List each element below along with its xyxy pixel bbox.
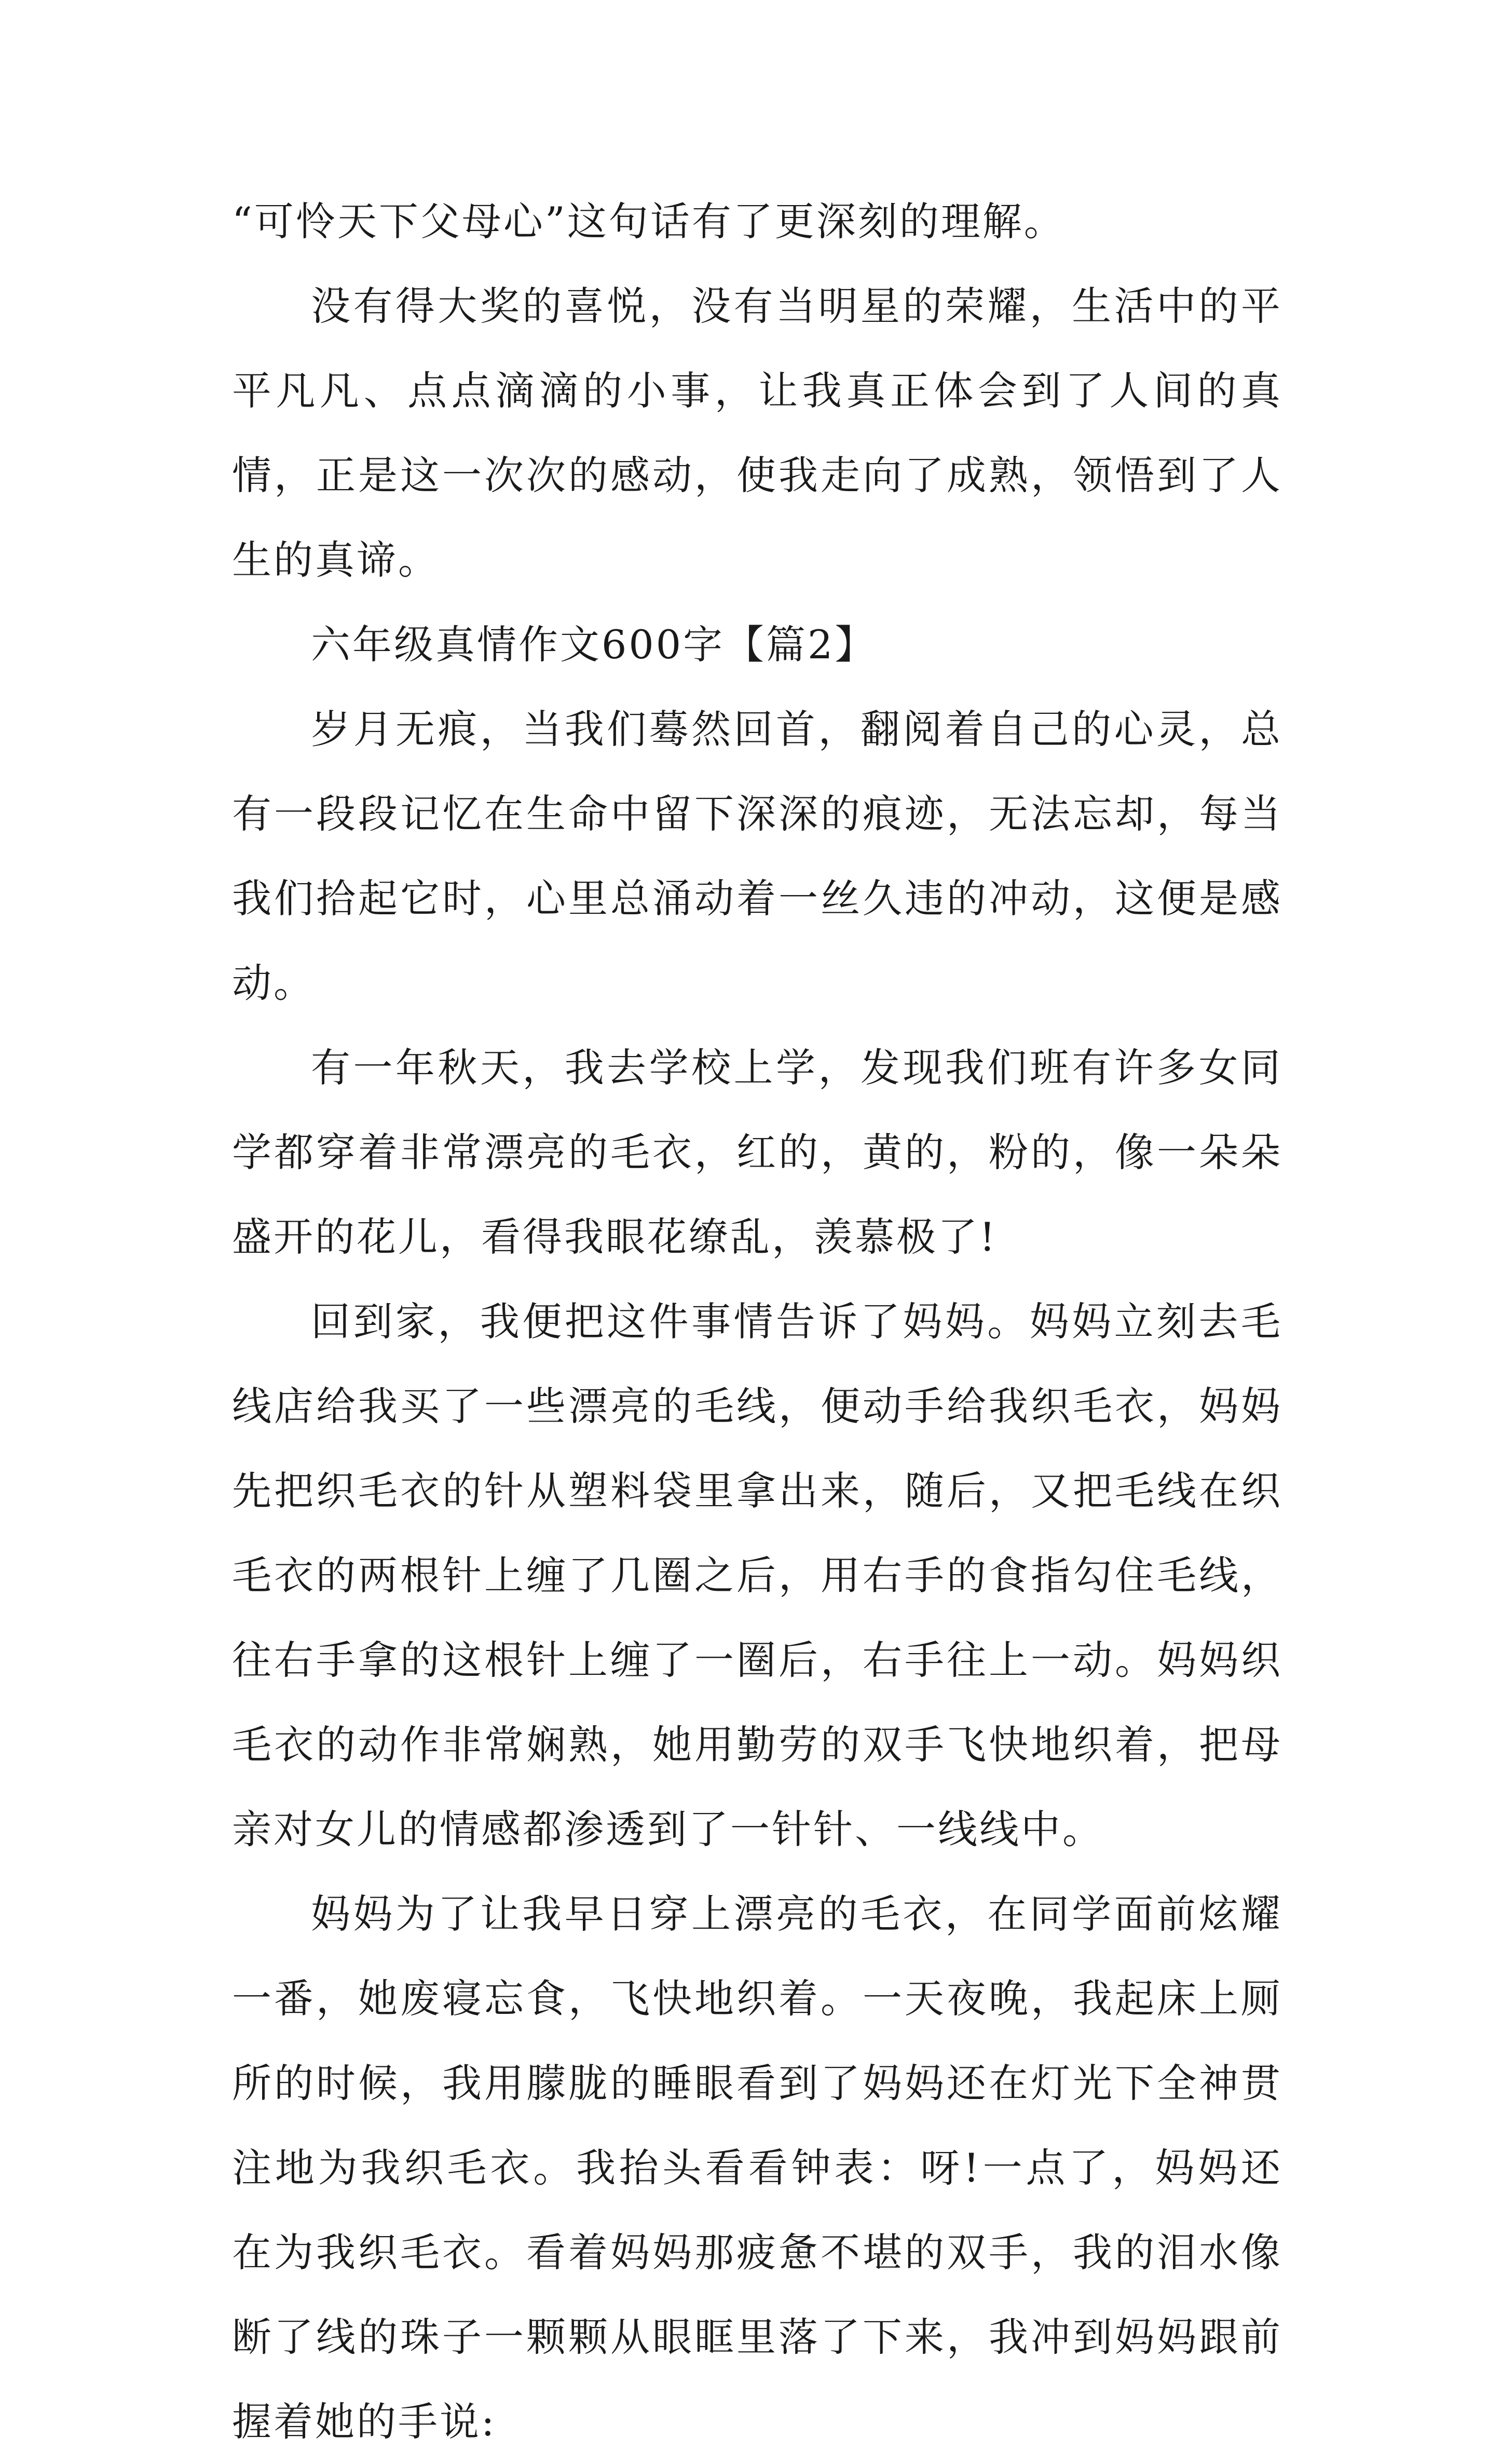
paragraph-closing-quote: “可怜天下父母心”这句话有了更深刻的理解。 xyxy=(232,198,1066,245)
paragraph-intro: 岁月无痕，当我们蓦然回首，翻阅着自己的心灵，总有一段段记忆在生命中留下深深的痕迹，无法忘却，每当我们拾起它时，心里总涌动着一丝久违的冲动，这便是感动。 xyxy=(232,706,1282,1006)
paragraph-knitting: 回到家，我便把这件事情告诉了妈妈。妈妈立刻去毛线店给我买了一些漂亮的毛线，便动手给我织毛衣，妈妈先把织毛衣的针从塑料袋里拿出来，随后，又把毛线在织毛衣的两根针上缠了几圈之后，用右手的食指勾住毛线，往右手拿的这根针上缠了一圈后，右手往上一动。妈妈织毛衣的动作非常娴熟，她用勤劳的双手飞快地织着，把母亲对女儿的情感都渗透到了一针针、一线线中。 xyxy=(232,1298,1282,1852)
section-heading: 六年级真情作文600字【篇2】 xyxy=(311,621,877,668)
paragraph-conclusion: 没有得大奖的喜悦，没有当明星的荣耀，生活中的平平凡凡、点点滴滴的小事，让我真正体会到了人间的真情，正是这一次次的感动，使我走向了成熟，领悟到了人生的真谛。 xyxy=(232,283,1282,583)
paragraph-night: 妈妈为了让我早日穿上漂亮的毛衣，在同学面前炫耀一番，她废寝忘食，飞快地织着。一天夜晚，我起床上厕所的时候，我用朦胧的睡眼看到了妈妈还在灯光下全神贯注地为我织毛衣。我抬头看看钟表：呀!一点了，妈妈还在为我织毛衣。看着妈妈那疲惫不堪的双手，我的泪水像断了线的珠子一颗颗从眼眶里落了下来，我冲到妈妈跟前握着她的手说: xyxy=(232,1891,1282,2445)
document-body xyxy=(232,179,1282,2464)
paragraph-autumn: 有一年秋天，我去学校上学，发现我们班有许多女同学都穿着非常漂亮的毛衣，红的，黄的，粉的，像一朵朵盛开的花儿，看得我眼花缭乱，羡慕极了! xyxy=(232,1045,1282,1260)
